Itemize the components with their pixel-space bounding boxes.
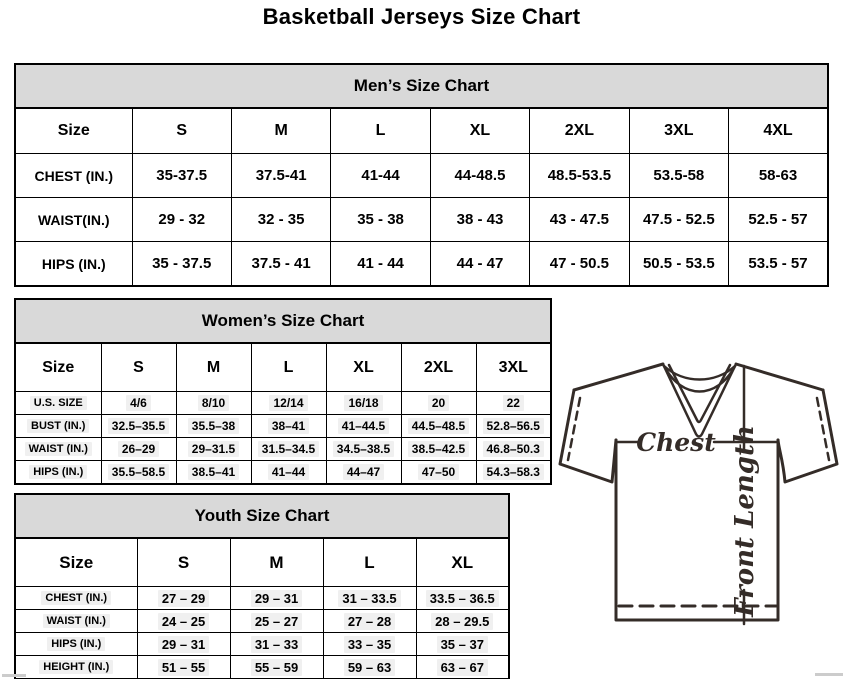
table-row [15,538,509,587]
size-value: 58-63 [729,154,828,198]
table-row [15,587,509,610]
size-value: 34.5–38.5 [326,438,401,461]
column-header: 4XL [729,108,828,154]
size-value: 33 – 35 [323,633,416,656]
size-value: 38.5–41 [176,461,251,485]
column-header: S [101,343,176,392]
size-value: 41-44 [331,154,430,198]
size-value: 29 - 32 [132,198,231,242]
mens-size-chart-table [14,63,829,287]
size-value: 31.5–34.5 [251,438,326,461]
size-value: 51 – 55 [137,656,230,679]
row-label: HIPS (IN.) [15,633,137,656]
size-value: 32 - 35 [231,198,330,242]
table-row [15,461,551,485]
size-value: 48.5-53.5 [530,154,629,198]
table-row [15,343,551,392]
size-value: 53.5-58 [629,154,728,198]
table-row [15,154,828,198]
row-label: CHEST (IN.) [15,587,137,610]
row-label: HEIGHT (IN.) [15,656,137,679]
table-row [15,438,551,461]
size-value: 59 – 63 [323,656,416,679]
size-value: 43 - 47.5 [530,198,629,242]
size-value: 50.5 - 53.5 [629,242,728,287]
mens-chart-header: Men’s Size Chart [15,64,828,108]
column-header: 3XL [629,108,728,154]
row-label: WAIST(IN.) [15,198,132,242]
column-header: 2XL [530,108,629,154]
size-value: 44–47 [326,461,401,485]
scrollbar-fragment-right [815,673,843,676]
row-label: U.S. SIZE [15,392,101,415]
size-value: 35.5–58.5 [101,461,176,485]
size-value: 27 – 29 [137,587,230,610]
row-label: HIPS (IN.) [15,461,101,485]
column-header: M [230,538,323,587]
table-row [15,415,551,438]
size-value: 37.5 - 41 [231,242,330,287]
size-value: 53.5 - 57 [729,242,828,287]
size-column-label: Size [15,108,132,154]
youth-size-chart-table [14,493,510,679]
size-value: 8/10 [176,392,251,415]
table-row [15,610,509,633]
table-row [15,633,509,656]
size-value: 29 – 31 [230,587,323,610]
size-value: 47–50 [401,461,476,485]
size-value: 52.8–56.5 [476,415,551,438]
chest-label: Chest [636,428,716,457]
size-column-label: Size [15,343,101,392]
size-value: 31 – 33.5 [323,587,416,610]
size-value: 35-37.5 [132,154,231,198]
size-value: 26–29 [101,438,176,461]
row-label: WAIST (IN.) [15,610,137,633]
size-value: 41 - 44 [331,242,430,287]
size-value: 24 – 25 [137,610,230,633]
column-header: M [231,108,330,154]
row-label: HIPS (IN.) [15,242,132,287]
row-label: CHEST (IN.) [15,154,132,198]
size-value: 52.5 - 57 [729,198,828,242]
size-value: 41–44.5 [326,415,401,438]
front-length-label: Front Length [730,425,760,617]
column-header: XL [326,343,401,392]
table-row [15,108,828,154]
size-value: 63 – 67 [416,656,509,679]
jersey-outline [574,364,663,390]
size-value: 32.5–35.5 [101,415,176,438]
size-value: 44-48.5 [430,154,529,198]
size-value: 54.3–58.3 [476,461,551,485]
size-value: 31 – 33 [230,633,323,656]
womens-size-chart-table [14,298,552,485]
column-header: L [251,343,326,392]
column-header: S [137,538,230,587]
size-value: 38–41 [251,415,326,438]
size-value: 25 – 27 [230,610,323,633]
womens-chart-header: Women’s Size Chart [15,299,551,343]
size-value: 33.5 – 36.5 [416,587,509,610]
column-header: L [323,538,416,587]
size-value: 35.5–38 [176,415,251,438]
row-label: WAIST (IN.) [15,438,101,461]
column-header: XL [430,108,529,154]
size-value: 47 - 50.5 [530,242,629,287]
table-row [15,656,509,679]
size-value: 47.5 - 52.5 [629,198,728,242]
size-value: 22 [476,392,551,415]
youth-chart-header: Youth Size Chart [15,494,509,538]
size-value: 35 - 38 [331,198,430,242]
column-header: L [331,108,430,154]
column-header: S [132,108,231,154]
size-value: 38.5–42.5 [401,438,476,461]
size-value: 46.8–50.3 [476,438,551,461]
scrollbar-fragment-left [2,674,26,677]
size-column-label: Size [15,538,137,587]
column-header: XL [416,538,509,587]
jersey-measurement-diagram [556,352,841,637]
size-value: 41–44 [251,461,326,485]
size-value: 35 – 37 [416,633,509,656]
size-value: 29–31.5 [176,438,251,461]
table-row [15,242,828,287]
table-row [15,392,551,415]
size-value: 38 - 43 [430,198,529,242]
size-value: 20 [401,392,476,415]
size-value: 55 – 59 [230,656,323,679]
column-header: 2XL [401,343,476,392]
size-value: 27 – 28 [323,610,416,633]
column-header: M [176,343,251,392]
size-value: 44 - 47 [430,242,529,287]
size-value: 35 - 37.5 [132,242,231,287]
row-label: BUST (IN.) [15,415,101,438]
size-value: 29 – 31 [137,633,230,656]
size-value: 4/6 [101,392,176,415]
size-value: 37.5-41 [231,154,330,198]
page-title: Basketball Jerseys Size Chart [262,4,581,29]
size-value: 44.5–48.5 [401,415,476,438]
size-value: 28 – 29.5 [416,610,509,633]
table-row [15,198,828,242]
size-value: 16/18 [326,392,401,415]
size-value: 12/14 [251,392,326,415]
column-header: 3XL [476,343,551,392]
